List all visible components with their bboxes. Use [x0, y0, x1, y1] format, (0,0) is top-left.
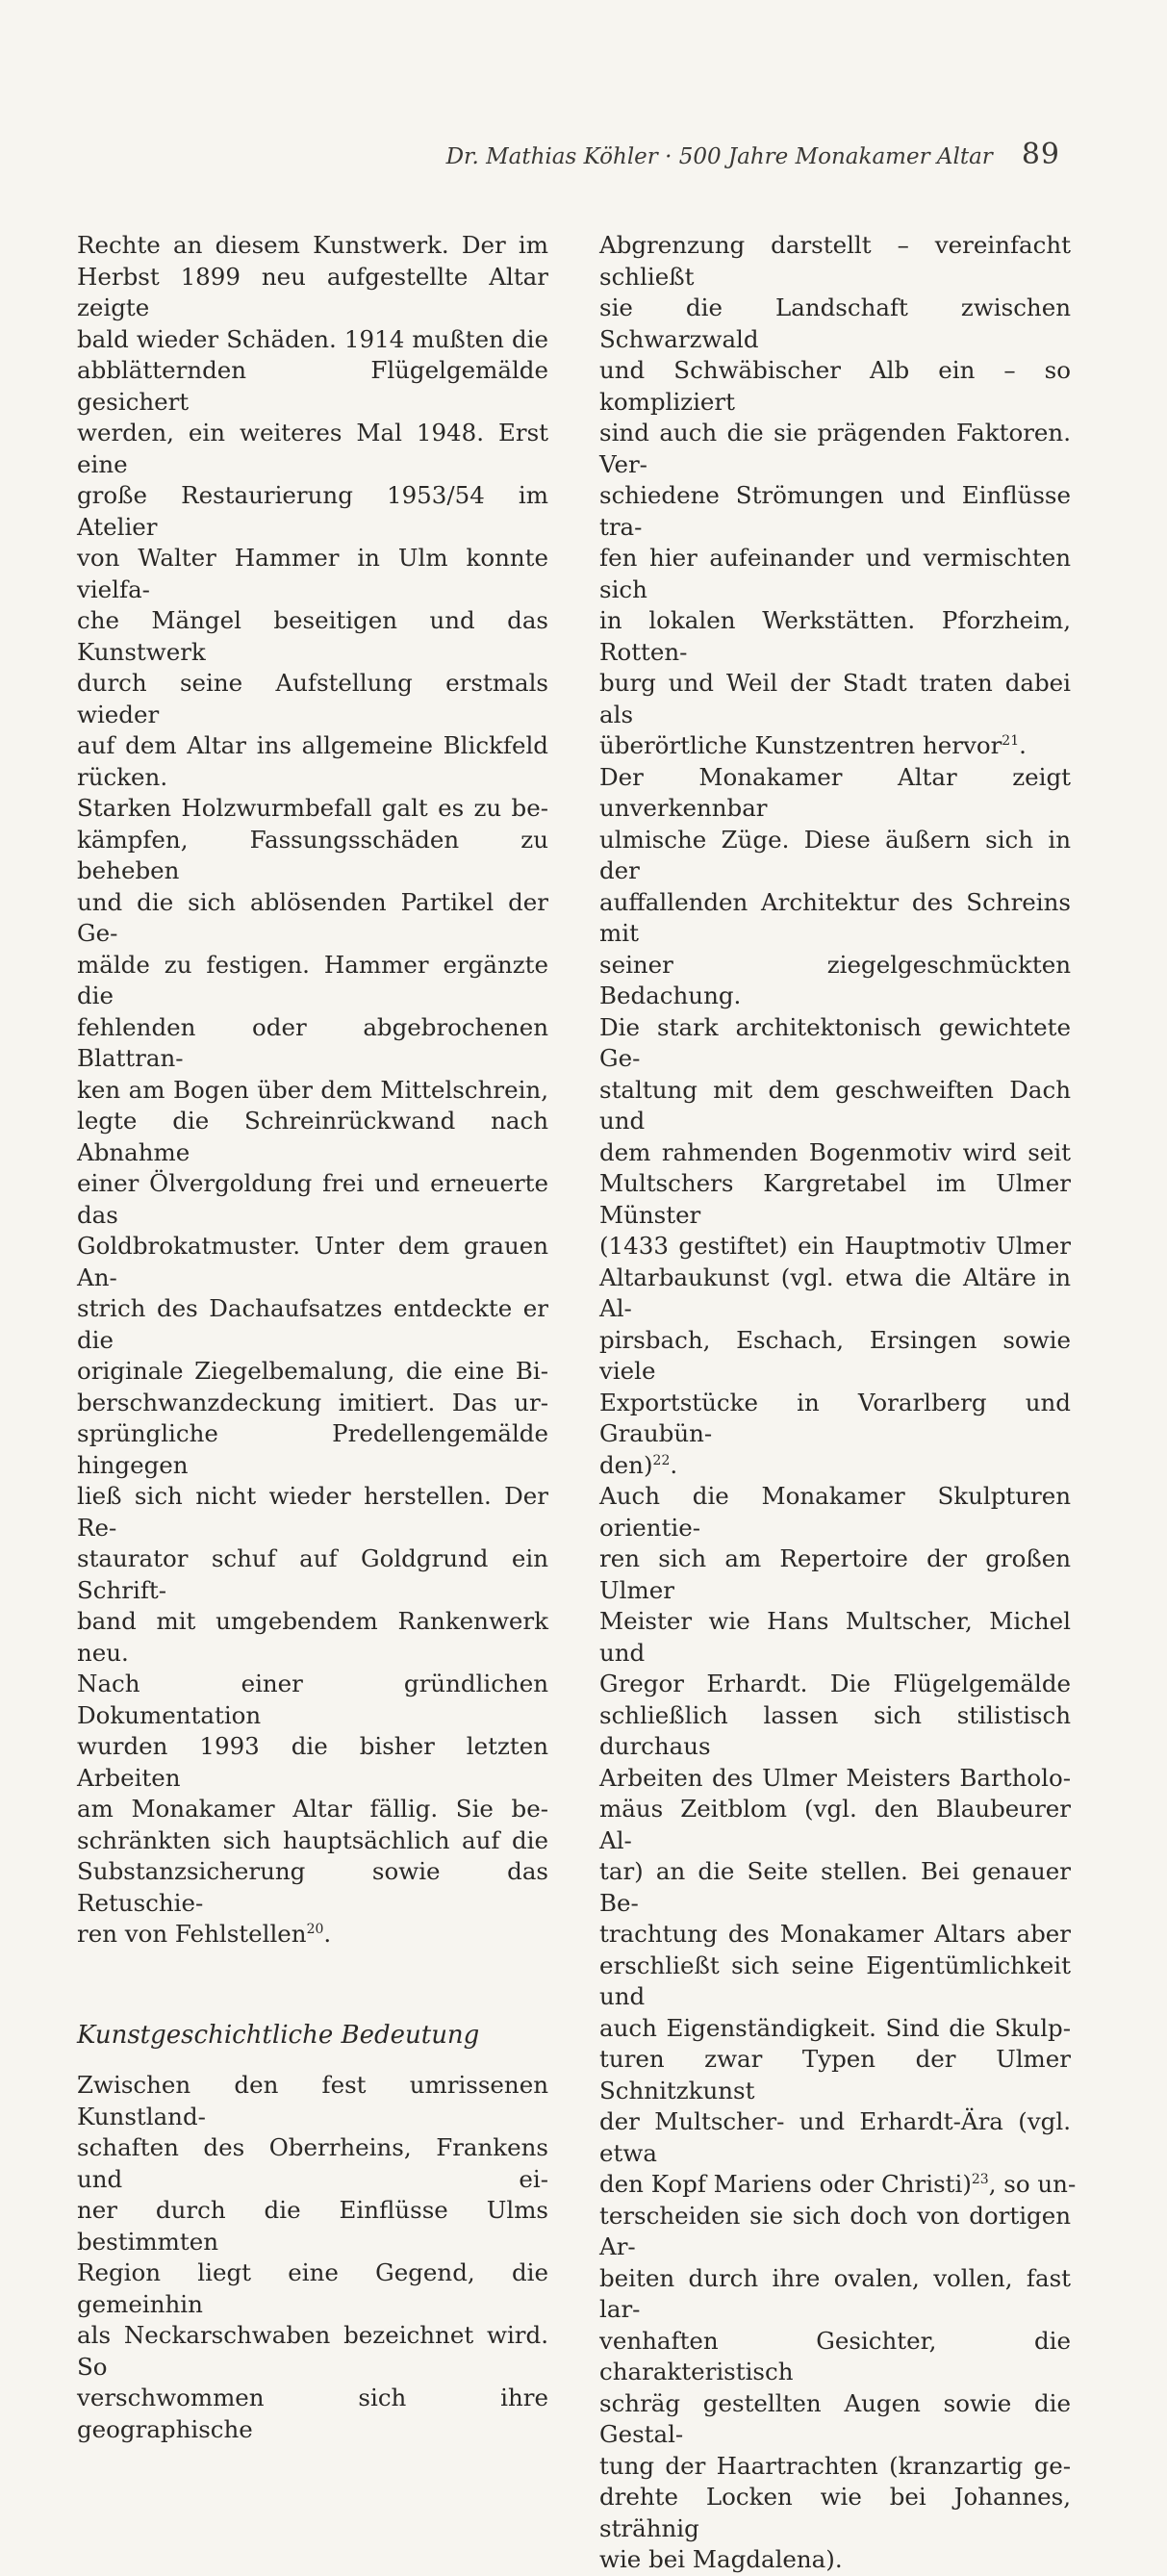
text-line: ren sich am Repertoire der großen Ulmer — [599, 1544, 1071, 1604]
text-line: mälde zu festigen. Hammer ergänzte die — [77, 950, 548, 1009]
text-line: berschwanzdeckung imitiert. Das ur- — [77, 1388, 548, 1416]
text-line: Goldbrokatmuster. Unter dem grauen An- — [77, 1232, 548, 1291]
text-line — [599, 2169, 1077, 2201]
text-line: Starken Holzwurmbefall galt es zu be- — [77, 794, 548, 822]
text-line: legte die Schreinrückwand nach Abnahme — [77, 1107, 548, 1166]
text-line: staltung mit dem geschweiften Dach und — [599, 1075, 1071, 1135]
text-line: von Walter Hammer in Ulm konnte vielfa- — [77, 544, 548, 603]
text-line: Arbeiten des Ulmer Meisters Bartholo- — [599, 1763, 1071, 1792]
text-line: Altarbaukunst (vgl. etwa die Altäre in Al- — [599, 1262, 1071, 1322]
text-line: seiner ziegelgeschmückten Bedachung. — [599, 950, 1071, 1009]
text-line: einer Ölvergoldung frei und erneuerte das — [77, 1169, 548, 1229]
text-line: venhaften Gesichter, die charakteristisch — [599, 2326, 1071, 2385]
line-text: ren von Fehlstellen — [77, 1920, 307, 1948]
line-end: . — [1019, 731, 1027, 759]
text-line: ließ sich nicht wieder herstellen. Der Re- — [77, 1482, 548, 1542]
text-line: strich des Dachaufsatzes entdeckte er die — [77, 1294, 548, 1354]
text-line: terscheiden sie sich doch von dortigen Ar- — [599, 2201, 1071, 2260]
text-line: dem rahmenden Bogenmotiv wird seit — [599, 1137, 1071, 1166]
text-line — [77, 1919, 548, 1951]
text-line: und Schwäbischer Alb ein – so kompliziert — [599, 356, 1071, 416]
text-line: Region liegt eine Gegend, die gemeinhin — [77, 2258, 548, 2318]
text-line: fehlenden oder abgebrochenen Blattran- — [77, 1012, 548, 1072]
text-line: band mit umgebendem Rankenwerk neu. — [77, 1607, 548, 1667]
text-line: ulmische Züge. Diese äußern sich in der — [599, 825, 1071, 884]
text-line: abblätternden Flügelgemälde gesichert — [77, 356, 548, 416]
running-title: Dr. Mathias Köhler · 500 Jahre Monakamer Altar — [445, 144, 993, 169]
paragraph — [77, 230, 548, 793]
text-line: staurator schuf auf Goldgrund ein Schrift- — [77, 1544, 548, 1604]
text-line: tung der Haartrachten (kranzartig ge- — [599, 2451, 1071, 2480]
text-line: Gregor Erhardt. Die Flügelgemälde — [599, 1670, 1071, 1697]
text-line: als Neckarschwaben bezeichnet wird. So — [77, 2321, 548, 2381]
text-line: und die sich ablösenden Partikel der Ge- — [77, 887, 548, 947]
text-line: am Monakamer Altar fällig. Sie be- — [77, 1795, 548, 1823]
text-line: auffallenden Architektur des Schreins mit — [599, 887, 1071, 947]
text-line: schränkten sich hauptsächlich auf die — [77, 1825, 548, 1854]
text-line: Zwischen den fest umrissenen Kunstland- — [77, 2071, 548, 2130]
line-end: . — [323, 1920, 332, 1948]
text-line: sie die Landschaft zwischen Schwarzwald — [599, 293, 1071, 353]
paragraph — [599, 230, 1071, 762]
text-line: Der Monakamer Altar zeigt unverkennbar — [599, 762, 1071, 822]
text-line: (1433 gestiftet) ein Hauptmotiv Ulmer — [599, 1232, 1071, 1260]
text-line: tar) an die Seite stellen. Bei genauer Be- — [599, 1857, 1071, 1917]
text-line: Rechte an diesem Kunstwerk. Der im — [77, 231, 548, 259]
line-text-post: , so un- — [988, 2170, 1077, 2198]
text-line: sind auch die sie prägenden Faktoren. Ver- — [599, 419, 1071, 478]
text-line: ner durch die Einflüsse Ulms bestimmten — [77, 2196, 548, 2256]
footnote-ref-22: 22 — [652, 1452, 671, 1468]
text-line: Multschers Kargretabel im Ulmer Münster — [599, 1169, 1071, 1229]
text-line: verschwommen sich ihre geographische — [77, 2384, 548, 2443]
text-line: in lokalen Werkstätten. Pforzheim, Rotten- — [599, 606, 1071, 666]
text-line — [599, 730, 1071, 762]
text-line: ken am Bogen über dem Mittelschrein, — [77, 1075, 548, 1104]
text-line: kämpfen, Fassungsschäden zu beheben — [77, 825, 548, 884]
footnote-ref-23: 23 — [971, 2171, 989, 2187]
section-heading: Kunstgeschichtliche Bedeutung — [77, 2020, 480, 2050]
line-text: den) — [599, 1450, 653, 1479]
text-line: Auch die Monakamer Skulpturen orientie- — [599, 1482, 1071, 1542]
paragraph — [599, 1481, 1077, 2576]
paragraph — [77, 2070, 548, 2445]
text-line: auf dem Altar ins allgemeine Blickfeld — [77, 731, 548, 759]
text-line: turen zwar Typen der Ulmer Schnitzkunst — [599, 2045, 1071, 2104]
line-text: überörtliche Kunstzentren hervor — [599, 731, 1002, 759]
text-line: Exportstücke in Vorarlberg und Graubün- — [599, 1388, 1071, 1447]
page-number: 89 — [1021, 138, 1060, 171]
text-line: wie bei Magdalena). — [599, 2545, 843, 2573]
text-line: Nach einer gründlichen Dokumentation — [77, 1670, 548, 1729]
running-header — [446, 138, 1060, 171]
text-line: originale Ziegelbemalung, die eine Bi- — [77, 1357, 548, 1385]
left-column — [77, 230, 548, 2445]
paragraph — [599, 762, 1071, 1482]
text-line: durch seine Aufstellung erstmals wieder — [77, 669, 548, 728]
text-line: sprüngliche Predellengemälde hingegen — [77, 1419, 548, 1479]
text-line: werden, ein weiteres Mal 1948. Erst eine — [77, 419, 548, 478]
text-line: schaften des Oberrheins, Frankens und ei- — [77, 2133, 548, 2193]
text-line: große Restaurierung 1953/54 im Atelier — [77, 481, 548, 541]
text-line — [599, 1450, 1071, 1482]
text-line: schräg gestellten Augen sowie die Gestal- — [599, 2388, 1071, 2448]
text-line: erschließt sich seine Eigentümlichkeit und — [599, 1951, 1071, 2010]
text-line: fen hier aufeinander und vermischten sich — [599, 544, 1071, 603]
text-line: rücken. — [77, 762, 168, 791]
text-line: burg und Weil der Stadt traten dabei als — [599, 669, 1071, 728]
footnote-ref-21: 21 — [1002, 732, 1020, 749]
right-column — [599, 230, 1077, 2576]
text-line: trachtung des Monakamer Altars aber — [599, 1920, 1071, 1948]
line-text — [599, 2169, 1076, 2201]
line-end: . — [670, 1450, 678, 1479]
text-line: wurden 1993 die bisher letzten Arbeiten — [77, 1732, 548, 1792]
footnote-ref-20: 20 — [306, 1921, 324, 1937]
line-text-pre: den Kopf Mariens oder Christi) — [599, 2170, 972, 2198]
text-line: auch Eigenständigkeit. Sind die Skulp- — [599, 2013, 1071, 2042]
text-line: der Multscher- und Erhardt-Ära (vgl. etwa — [599, 2107, 1071, 2167]
text-line: bald wieder Schäden. 1914 mußten die — [77, 324, 548, 353]
text-line: schiedene Strömungen und Einflüsse tra- — [599, 481, 1071, 541]
text-line: pirsbach, Eschach, Ersingen sowie viele — [599, 1325, 1071, 1385]
text-line: mäus Zeitblom (vgl. den Blaubeurer Al- — [599, 1795, 1071, 1854]
text-line: Herbst 1899 neu aufgestellte Altar zeigte — [77, 262, 548, 321]
paragraph — [77, 793, 548, 1951]
text-line: che Mängel beseitigen und das Kunstwerk — [77, 606, 548, 666]
text-line: Abgrenzung darstellt – vereinfacht schließt — [599, 231, 1071, 291]
text-line: drehte Locken wie bei Johannes, strähnig — [599, 2483, 1071, 2542]
text-line: Meister wie Hans Multscher, Michel und — [599, 1607, 1071, 1667]
text-line: beiten durch ihre ovalen, vollen, fast lar- — [599, 2263, 1071, 2323]
text-line: Die stark architektonisch gewichtete Ge- — [599, 1012, 1071, 1072]
text-line: Substanzsicherung sowie das Retuschie- — [77, 1857, 548, 1917]
text-line: schließlich lassen sich stilistisch durchaus — [599, 1700, 1071, 1760]
